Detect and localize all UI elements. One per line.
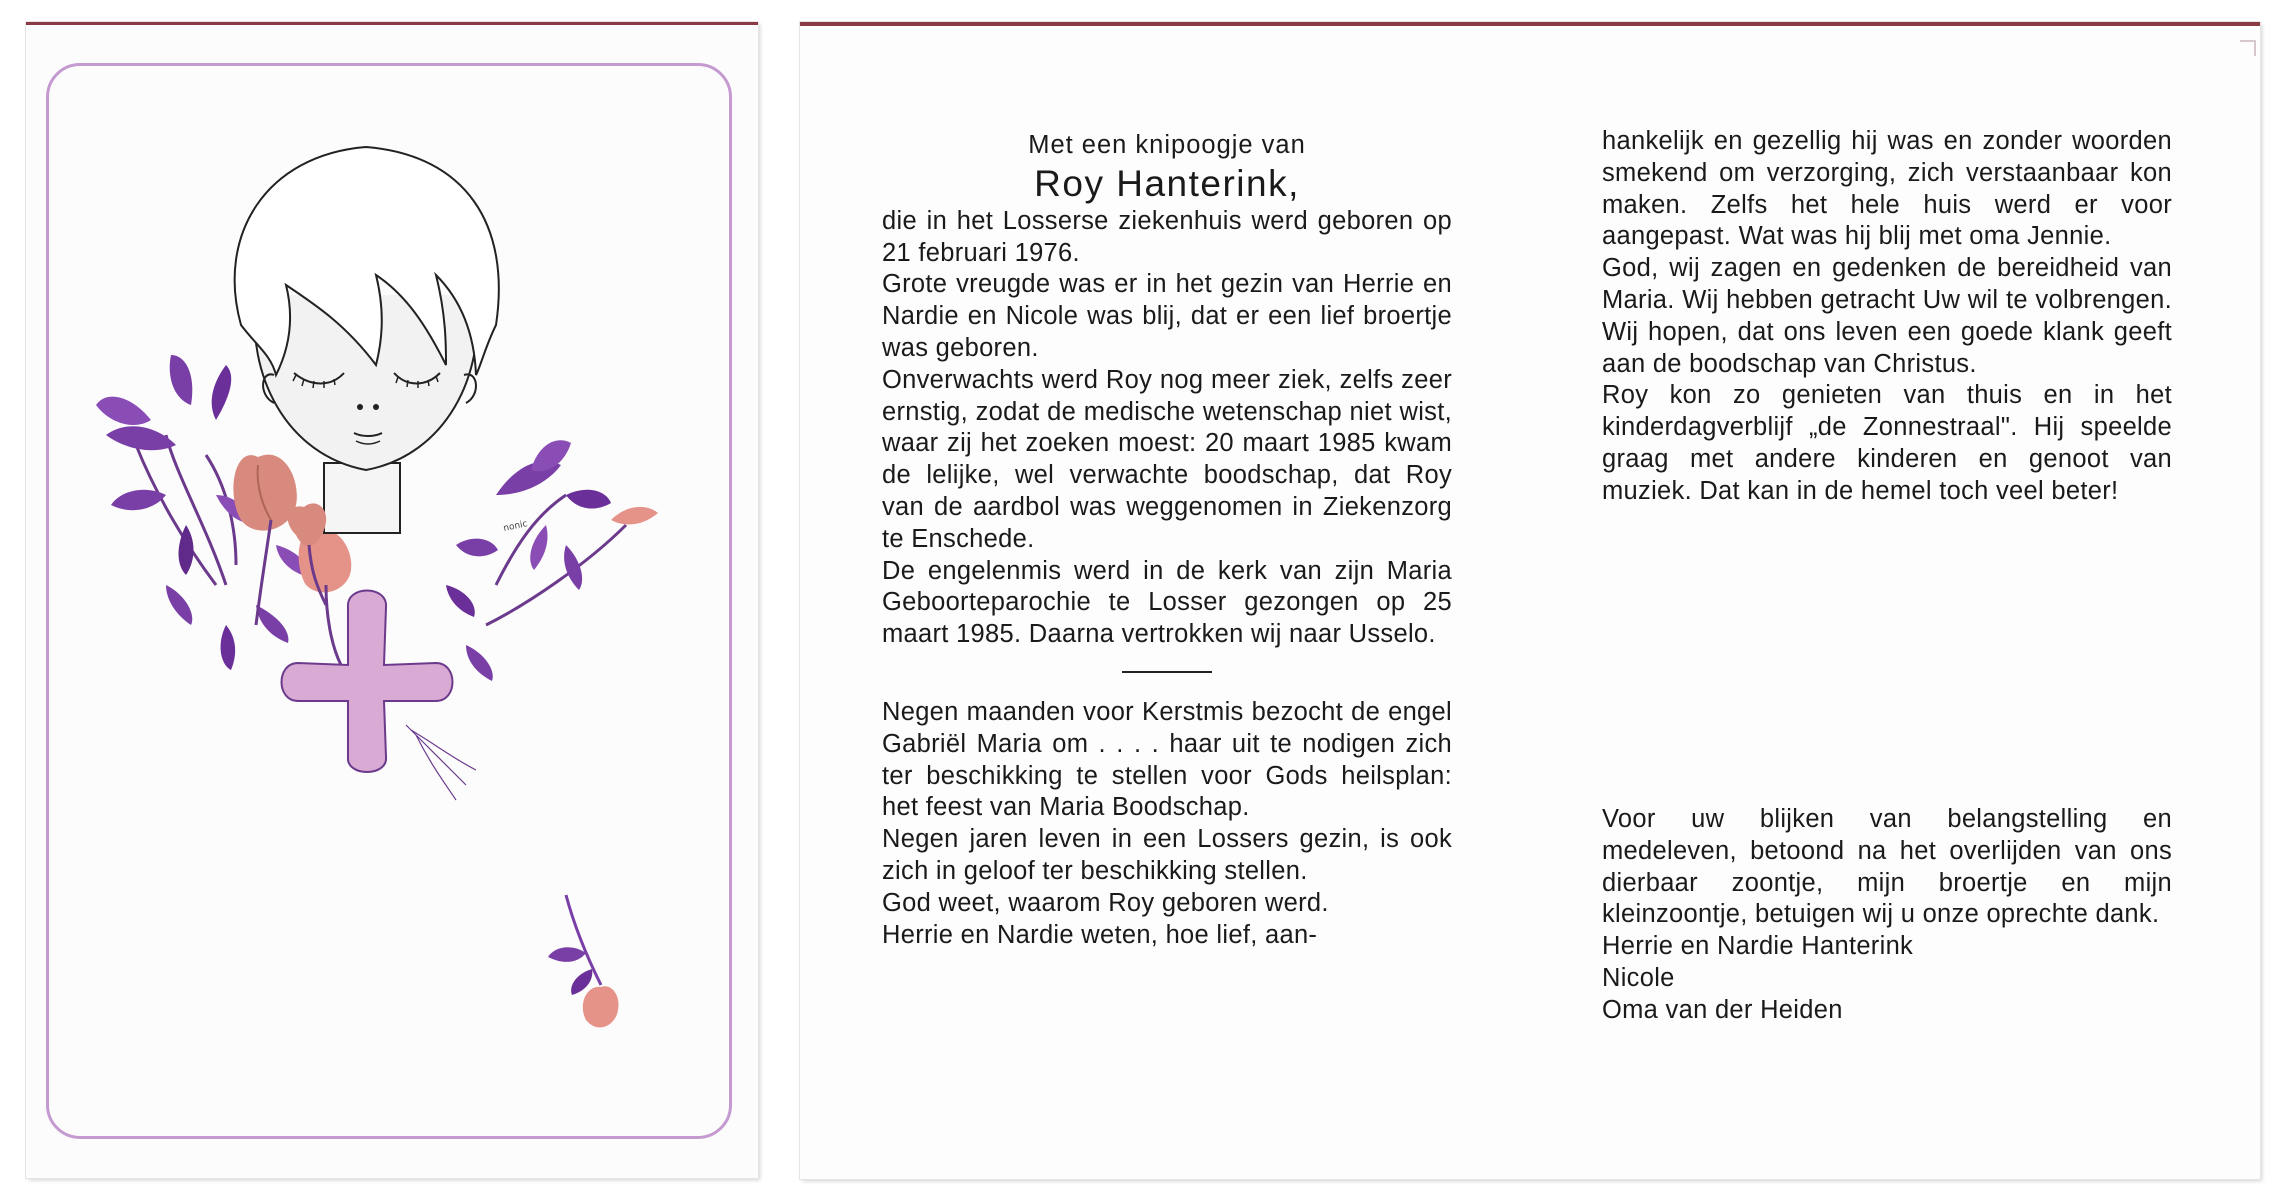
paragraph: hankelijk en gezellig hij was en zonder woorden smekend om verzorging, zich verstaanbaar kon maken. Zelfs het hele huis werd er voor aangepast. Wat was hij blij met oma Jennie. <box>1602 127 2172 251</box>
paragraph: Herrie en Nardie weten, hoe lief, aan- <box>882 920 1318 949</box>
paragraph: die in het Losserse ziekenhuis werd geboren op 21 februari 1976. <box>882 206 1452 267</box>
text-column-right <box>1602 126 2172 508</box>
svg-text:nonic: nonic <box>502 519 529 534</box>
paragraph: Negen jaren leven in een Lossers gezin, is ook zich in geloof ter beschikking stellen. <box>882 825 1452 885</box>
signature: Oma van der Heiden <box>1602 995 1843 1024</box>
cross-icon <box>282 591 453 773</box>
paragraph: Onverwachts werd Roy nog meer ziek, zelfs zeer ernstig, zodat de medische wetenschap niet wist, waar zij het zoeken moest: 20 maart 1985 kwam de lelijke, wel verwachte boodschap, dat Roy van de aardbol was weggenomen in Ziekenzorg te Enschede. <box>882 365 1452 553</box>
paragraph: God, wij zagen en gedenken de bereidheid van Maria. Wij hebben getracht Uw wil te volbrengen. Wij hopen, dat ons leven een goede klank geeft aan de boodschap van Christus. <box>1602 254 2172 378</box>
divider <box>1122 671 1212 673</box>
flower-bouquet-right <box>446 440 658 681</box>
card-corner <box>2240 40 2256 56</box>
paragraph: Grote vreugde was er in het gezin van Herrie en Nardie en Nicole was blij, dat er een lief broertje was geboren. <box>882 270 1452 362</box>
deceased-name: Roy Hanterink, <box>1034 162 1300 204</box>
paragraph: Roy kon zo genieten van thuis en in het kinderdagverblijf „de Zonnestraal". Hij speelde graag met andere kinderen en genoot van muziek. Dat kan in de hemel toch veel beter! <box>1602 381 2172 505</box>
child-illustration <box>26 25 758 1178</box>
intro-line: Met een knipoogje van <box>1028 131 1306 159</box>
thanks-text: Voor uw blijken van belangstelling en medeleven, betoond na het overlijden van ons dierbaar zoontje, mijn broertje en mijn kleinzoontje, betuigen wij u onze oprechte dank. <box>1602 805 2172 929</box>
memorial-card-inside <box>800 22 2260 1179</box>
text-column-left <box>882 130 1452 951</box>
thanks-block <box>1602 804 2172 1027</box>
paragraph: De engelenmis werd in de kerk van zijn Maria Geboorteparochie te Losser gezongen op 25 maart 1985. Daarna vertrokken wij naar Usselo. <box>882 556 1452 649</box>
signature: Herrie en Nardie Hanterink <box>1602 932 1914 961</box>
paragraph: God weet, waarom Roy geboren werd. <box>882 888 1329 917</box>
signature: Nicole <box>1602 963 1675 992</box>
paragraph: Negen maanden voor Kerstmis bezocht de engel Gabriël Maria om . . . . haar uit te nodigen zich ter beschikking te stellen voor Gods heilsplan: het feest van Maria Boodschap. <box>882 697 1452 822</box>
small-flower-icon <box>548 895 619 1027</box>
memorial-card-front <box>26 22 758 1178</box>
